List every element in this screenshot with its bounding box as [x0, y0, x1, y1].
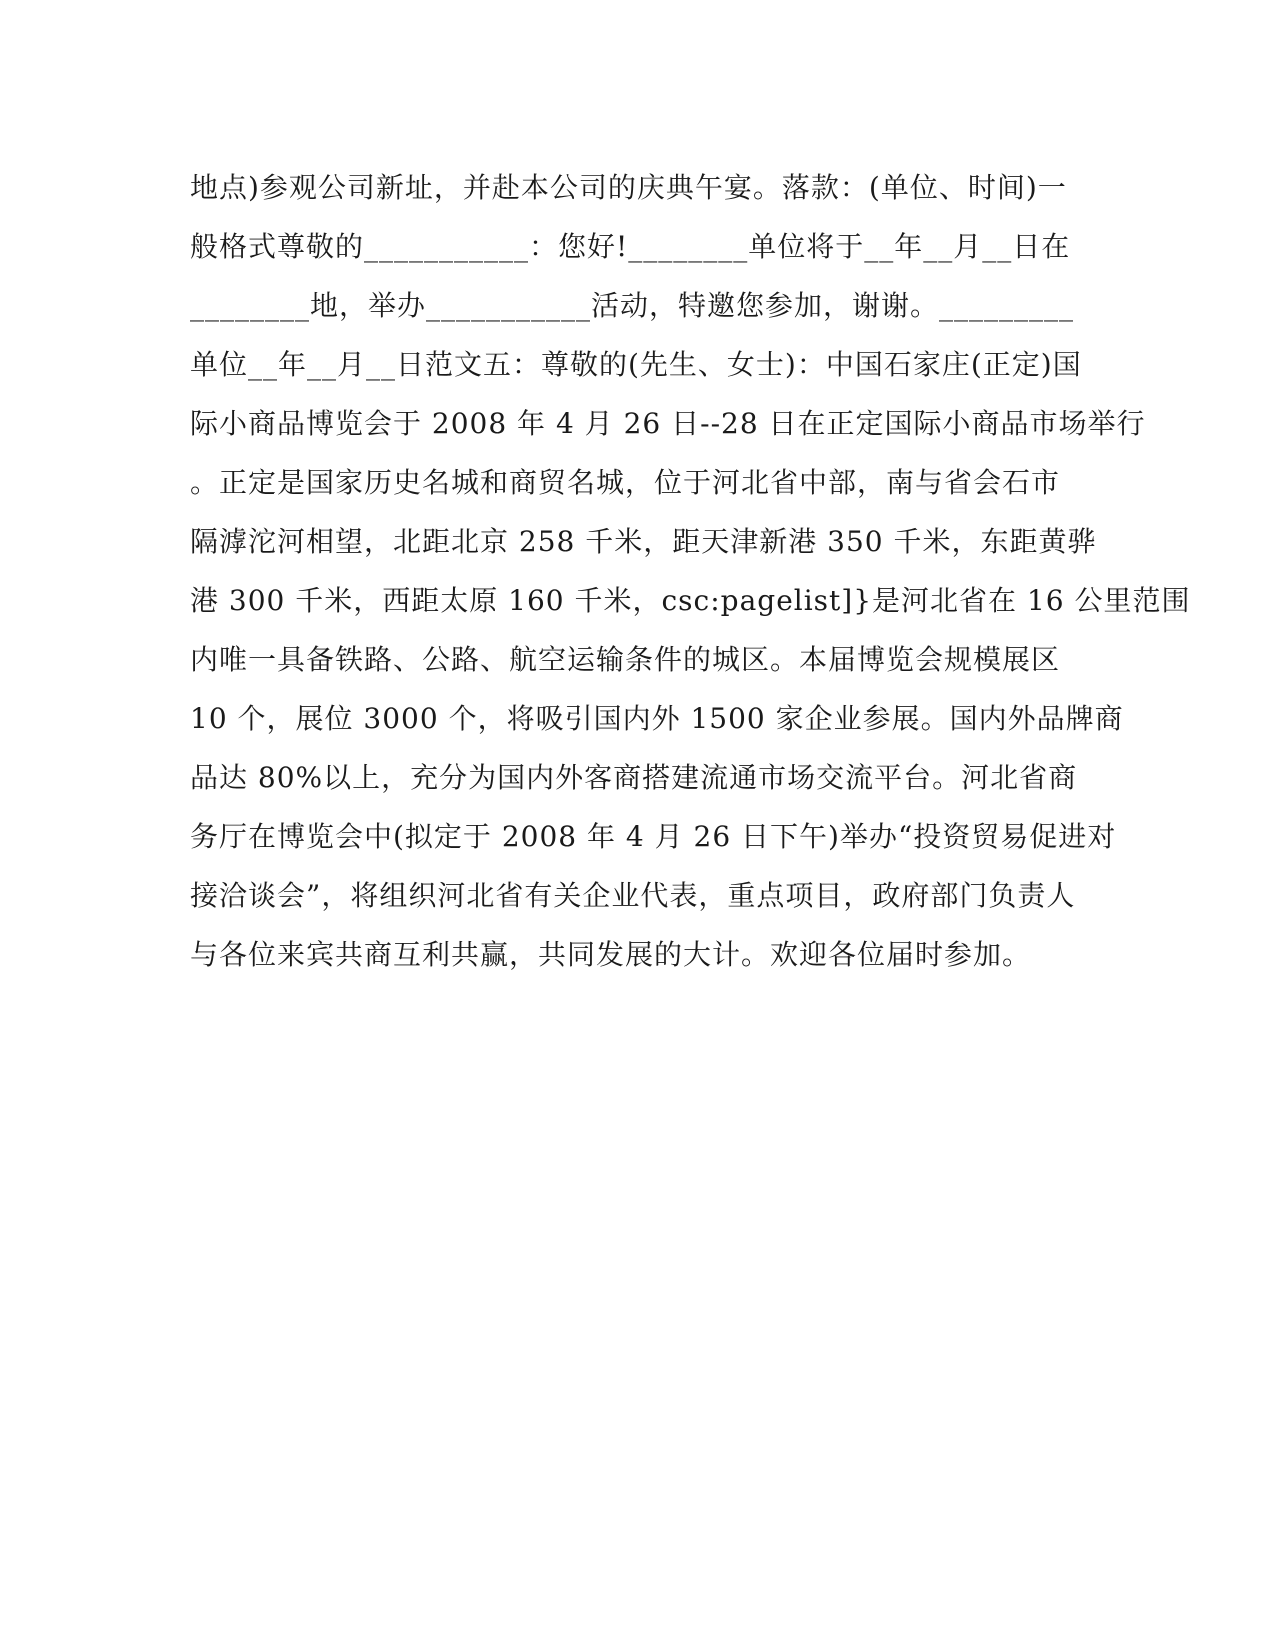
- text-line-13: 接洽谈会”，将组织河北省有关企业代表，重点项目，政府部门负责人: [190, 879, 1076, 912]
- text-line-10: 10 个，展位 3000 个，将吸引国内外 1500 家企业参展。国内外品牌商: [190, 702, 1124, 735]
- text-line-1: 地点)参观公司新址，并赴本公司的庆典午宴。落款：(单位、时间)一: [190, 171, 1067, 204]
- document-body: [190, 158, 1191, 984]
- text-line-14: 与各位来宾共商互利共赢，共同发展的大计。欢迎各位届时参加。: [190, 938, 1032, 971]
- text-line-9: 内唯一具备铁路、公路、航空运输条件的城区。本届博览会规模展区: [190, 643, 1061, 676]
- text-line-6: 。正定是国家历史名城和商贸名城，位于河北省中部，南与省会石市: [190, 466, 1061, 499]
- text-line-7: 隔滹沱河相望，北距北京 258 千米，距天津新港 350 千米，东距黄骅: [190, 525, 1097, 558]
- text-line-3: ________地，举办___________活动，特邀您参加，谢谢。_________: [190, 289, 1075, 322]
- text-line-12: 务厅在博览会中(拟定于 2008 年 4 月 26 日下午)举办“投资贸易促进对: [190, 820, 1117, 853]
- text-line-2: 般格式尊敬的___________：您好!________单位将于__年__月__日在: [190, 230, 1071, 263]
- text-line-11: 品达 80%以上，充分为国内外客商搭建流通市场交流平台。河北省商: [190, 761, 1078, 794]
- text-line-4: 单位__年__月__日范文五：尊敬的(先生、女士)：中国石家庄(正定)国: [190, 348, 1082, 381]
- text-line-5: 际小商品博览会于 2008 年 4 月 26 日--28 日在正定国际小商品市场举行: [190, 407, 1146, 440]
- text-line-8: 港 300 千米，西距太原 160 千米，csc:pagelist]}是河北省在 16 公里范围: [190, 584, 1191, 617]
